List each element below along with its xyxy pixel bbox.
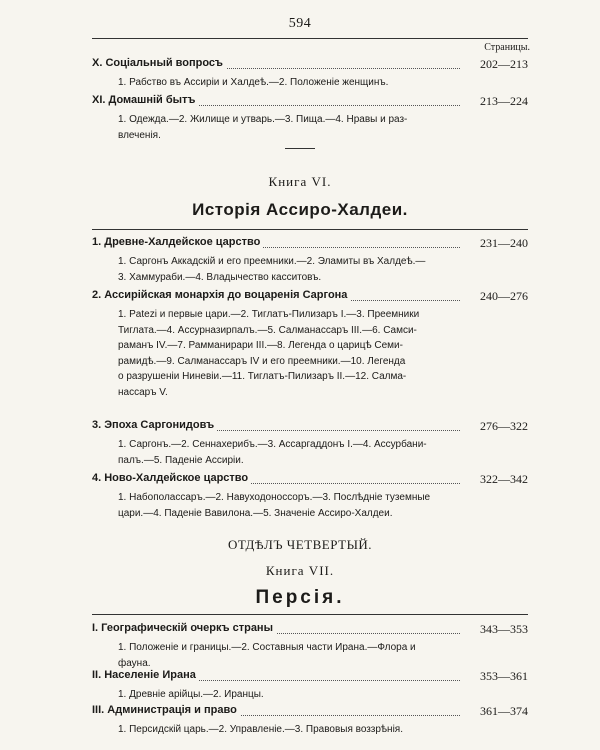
entry-title: 1. Древне-Халдейское царство <box>92 236 263 248</box>
entry-title: I. Географическій очеркъ страны <box>92 622 276 634</box>
desc-line: 3. Хаммураби.—4. Владычество касситовъ. <box>118 271 322 283</box>
desc-line: раманъ IV.—7. Рамманирари III.—8. Легенда о царицѣ Семи- <box>118 340 403 351</box>
entry-title: 4. Ново-Халдейское царство <box>92 472 251 484</box>
desc-line: палъ.—5. Паденіе Ассиріи. <box>118 454 244 466</box>
entry-description <box>118 112 528 143</box>
entry-pages: 343—353 <box>477 622 528 637</box>
book-rule <box>92 614 528 615</box>
entry-pages: 213—224 <box>477 94 528 109</box>
entry-pages: 322—342 <box>477 472 528 487</box>
page-number: 594 <box>288 16 312 31</box>
entry-title: III. Администрація и право <box>92 704 240 716</box>
toc-entry <box>92 57 528 91</box>
toc-entry <box>92 669 528 703</box>
toc-entry <box>92 236 528 285</box>
toc-entry <box>92 472 528 521</box>
book-label: Книга VII. <box>265 563 335 578</box>
entry-title: II. Населеніе Ирана <box>92 669 199 681</box>
entry-pages: 240—276 <box>477 289 528 304</box>
entry-description <box>118 640 528 671</box>
entry-description <box>118 307 528 400</box>
entry-description <box>118 722 528 738</box>
book-title: Персія. <box>255 587 345 608</box>
entry-title: 2. Ассирійская монархія до воцаренія Саргона <box>92 289 350 301</box>
toc-entry <box>92 94 528 143</box>
desc-line: 1. Персидскій царь.—2. Управленіе.—3. Правовыя воззрѣнія. <box>118 724 403 735</box>
pages-column-header: Страницы. <box>484 42 530 53</box>
entry-description <box>118 490 528 521</box>
desc-line: о разрушеніи Ниневіи.—11. Тиглатъ-Пилизаръ II.—12. Салма- <box>118 371 407 382</box>
entry-pages: 353—361 <box>477 669 528 684</box>
division-heading: ОТДѢЛЪ ЧЕТВЕРТЫЙ. <box>227 537 373 552</box>
toc-entry <box>92 622 528 671</box>
desc-line: Тиглата.—4. Ассурназирпалъ.—5. Салманассаръ III.—6. Самси- <box>118 324 417 336</box>
desc-line: цари.—4. Паденіе Вавилона.—5. Значеніе Ассиро-Халдеи. <box>118 507 393 519</box>
desc-line: фауна. <box>118 657 151 669</box>
book-title: Исторія Ассиро-Халдеи. <box>192 200 408 219</box>
entry-description <box>118 254 528 285</box>
entry-title: X. Соціальный вопросъ <box>92 57 226 69</box>
entry-description <box>118 437 528 468</box>
desc-line: 1. Саргонъ Аккадскій и его преемники.—2. Эламиты въ Халдеѣ.— <box>118 256 426 267</box>
desc-line: 1. Саргонъ.—2. Сеннахерибъ.—3. Ассаргаддонъ I.—4. Ассурбани- <box>118 439 427 450</box>
desc-line: 1. Рабство въ Ассиріи и Халдеѣ.—2. Положеніе женщинъ. <box>118 77 389 88</box>
book-label: Книга VI. <box>268 174 332 189</box>
header-rule <box>92 38 528 39</box>
desc-line: 1. Patezi и первые цари.—2. Тиглатъ-Пилизаръ I.—3. Преемники <box>118 309 420 320</box>
entry-description <box>118 75 528 91</box>
toc-entry <box>92 289 528 400</box>
desc-line: рамидѣ.—9. Салманассаръ IV и его преемники.—10. Легенда <box>118 355 406 367</box>
entry-title: XI. Домашній бытъ <box>92 94 198 106</box>
separator <box>285 148 315 149</box>
entry-pages: 361—374 <box>477 704 528 719</box>
book-rule <box>92 229 528 230</box>
entry-pages: 276—322 <box>477 419 528 434</box>
entry-pages: 231—240 <box>477 236 528 251</box>
desc-line: влеченія. <box>118 129 161 141</box>
desc-line: 1. Набополассаръ.—2. Навуходоноссоръ.—3. Послѣдніе туземные <box>118 492 431 503</box>
desc-line: 1. Одежда.—2. Жилище и утварь.—3. Пища.—4. Нравы и раз- <box>118 114 408 125</box>
desc-line: 1. Положеніе и границы.—2. Составныя части Ирана.—Флора и <box>118 642 416 653</box>
toc-entry <box>92 419 528 468</box>
entry-title: 3. Эпоха Саргонидовъ <box>92 419 217 431</box>
desc-line: 1. Древніе арійцы.—2. Иранцы. <box>118 689 264 700</box>
desc-line: нассаръ V. <box>118 386 168 398</box>
entry-description <box>118 687 528 703</box>
entry-pages: 202—213 <box>477 57 528 72</box>
toc-entry <box>92 704 528 738</box>
